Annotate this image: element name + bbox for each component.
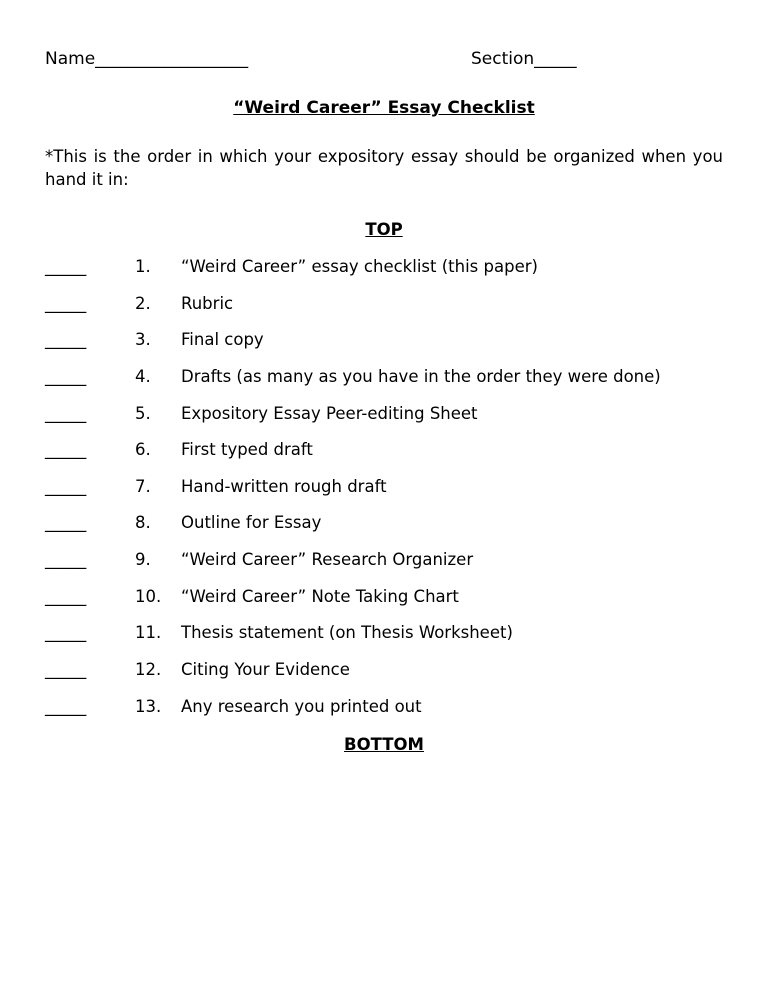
checklist-item	[0, 585, 768, 622]
item-number: 5.	[135, 403, 151, 423]
item-text: First typed draft	[181, 440, 313, 460]
item-text: Rubric	[181, 293, 234, 313]
checklist-item	[0, 475, 768, 512]
checklist-item	[0, 328, 768, 365]
checkbox-blank-line: _____	[45, 403, 87, 423]
checkbox-blank-line: _____	[45, 293, 87, 313]
checklist-item	[0, 255, 768, 292]
item-number: 10.	[135, 586, 162, 606]
checkbox-blank-line: _____	[45, 513, 87, 533]
section-field: Section_____	[471, 49, 577, 69]
item-text: Thesis statement (on Thesis Worksheet)	[181, 623, 513, 643]
item-text: Citing Your Evidence	[181, 660, 350, 680]
checklist-item	[0, 511, 768, 548]
checkbox-blank-line: _____	[45, 623, 87, 643]
item-text: Hand-written rough draft	[181, 476, 387, 496]
item-text: Drafts (as many as you have in the order they were done)	[181, 366, 661, 386]
checklist-item	[0, 402, 768, 439]
item-number: 3.	[135, 330, 151, 350]
item-text: “Weird Career” Note Taking Chart	[181, 586, 459, 606]
checkbox-blank-line: _____	[45, 586, 87, 606]
item-number: 1.	[135, 257, 151, 276]
checkbox-blank-line: _____	[45, 330, 87, 350]
checkbox-blank-line: _____	[45, 550, 87, 570]
checklist	[0, 255, 768, 731]
item-text: Expository Essay Peer-editing Sheet	[181, 403, 478, 423]
item-number: 8.	[135, 513, 151, 533]
checkbox-blank-line: _____	[45, 696, 87, 716]
item-number: 6.	[135, 440, 151, 460]
checkbox-blank-line: _____	[45, 440, 87, 460]
top-label: TOP	[365, 220, 403, 239]
page-title: “Weird Career” Essay Checklist	[233, 98, 535, 118]
checklist-item	[0, 365, 768, 402]
checkbox-blank-line: _____	[45, 257, 87, 276]
checklist-item	[0, 438, 768, 475]
name-field: Name__________________	[45, 49, 249, 69]
item-number: 4.	[135, 366, 151, 386]
item-number: 2.	[135, 293, 151, 313]
item-text: Any research you printed out	[181, 696, 422, 716]
bottom-label: BOTTOM	[344, 735, 424, 754]
checkbox-blank-line: _____	[45, 476, 87, 496]
item-text: Outline for Essay	[181, 513, 322, 533]
item-text: “Weird Career” Research Organizer	[181, 550, 474, 570]
checklist-item	[0, 695, 768, 732]
item-number: 12.	[135, 660, 162, 680]
item-number: 11.	[135, 623, 162, 643]
item-number: 9.	[135, 550, 151, 570]
item-number: 7.	[135, 476, 151, 496]
intro-text: *This is the order in which your expository essay should be organized when you hand it in:	[45, 147, 723, 189]
item-text: “Weird Career” essay checklist (this paper)	[181, 257, 538, 276]
item-text: Final copy	[181, 330, 264, 350]
item-number: 13.	[135, 696, 162, 716]
checklist-item	[0, 548, 768, 585]
checklist-item	[0, 292, 768, 329]
checklist-item	[0, 658, 768, 695]
checkbox-blank-line: _____	[45, 660, 87, 680]
checklist-item	[0, 621, 768, 658]
checkbox-blank-line: _____	[45, 366, 87, 386]
